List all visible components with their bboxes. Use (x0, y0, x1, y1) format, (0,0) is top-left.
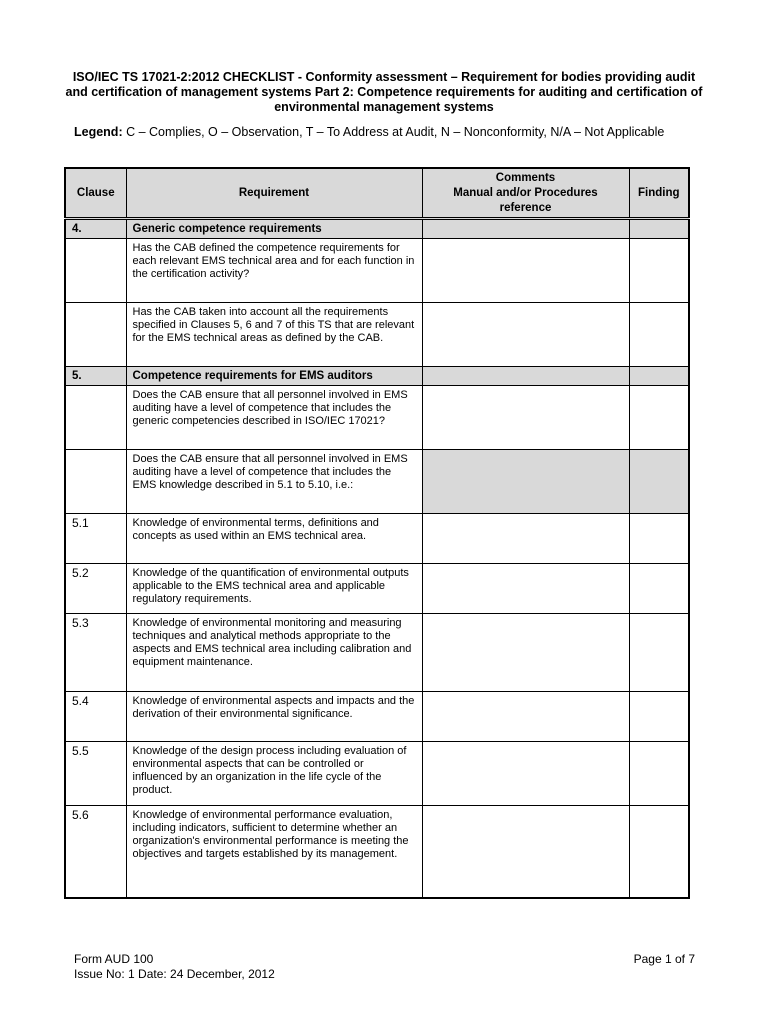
requirement-cell: Knowledge of the quantification of environmental outputs applicable to the EMS technical area and applicable regulatory requirements. (126, 564, 422, 614)
column-header-finding: Finding (629, 168, 689, 219)
requirement-cell: Knowledge of environmental terms, definitions and concepts as used within an EMS technical area. (126, 514, 422, 564)
table-row (65, 742, 689, 806)
table-row (65, 386, 689, 450)
comments-cell[interactable] (422, 514, 629, 564)
clause-cell: 5.3 (65, 614, 126, 692)
finding-cell[interactable] (629, 303, 689, 367)
finding-cell[interactable] (629, 742, 689, 806)
requirement-cell: Has the CAB taken into account all the requirements specified in Clauses 5, 6 and 7 of this TS that are relevant for the EMS technical areas as defined by the CAB. (126, 303, 422, 367)
document-title: ISO/IEC TS 17021-2:2012 CHECKLIST - Conformity assessment – Requirement for bodies providing audit and certification of management systems Part 2: Competence requirements for auditing and certification of environmental management systems (65, 70, 703, 114)
clause-cell (65, 239, 126, 303)
checklist-table (64, 167, 690, 899)
finding-cell[interactable] (629, 219, 689, 239)
comments-cell[interactable] (422, 367, 629, 386)
footer-issue: Issue No: 1 Date: 24 December, 2012 (74, 967, 275, 981)
comments-cell[interactable] (422, 239, 629, 303)
comments-cell[interactable] (422, 614, 629, 692)
clause-cell: 5.2 (65, 564, 126, 614)
clause-cell: 4. (65, 219, 126, 239)
clause-cell (65, 386, 126, 450)
comments-cell[interactable] (422, 806, 629, 898)
footer-form: Form AUD 100 (74, 952, 154, 966)
clause-cell: 5.4 (65, 692, 126, 742)
requirement-cell: Knowledge of environmental performance evaluation, including indicators, sufficient to determine whether an organization's environmental performance is meeting the objectives and targets established by its management. (126, 806, 422, 898)
footer-page-number: Page 1 of 7 (633, 952, 695, 966)
comments-cell[interactable] (422, 692, 629, 742)
finding-cell[interactable] (629, 514, 689, 564)
table-row (65, 239, 689, 303)
requirement-cell: Does the CAB ensure that all personnel involved in EMS auditing have a level of competence that includes the EMS knowledge described in 5.1 to 5.10, i.e.: (126, 450, 422, 514)
column-header-requirement: Requirement (126, 168, 422, 219)
requirement-cell: Competence requirements for EMS auditors (126, 367, 422, 386)
table-row (65, 514, 689, 564)
requirement-cell: Knowledge of the design process including evaluation of environmental aspects that can be controlled or influenced by an organization in the life cycle of the product. (126, 742, 422, 806)
clause-cell: 5.6 (65, 806, 126, 898)
finding-cell[interactable] (629, 614, 689, 692)
requirement-cell: Knowledge of environmental aspects and impacts and the derivation of their environmental significance. (126, 692, 422, 742)
comments-cell[interactable] (422, 386, 629, 450)
legend-text: C – Complies, O – Observation, T – To Address at Audit, N – Nonconformity, N/A – Not Applicable (122, 125, 665, 139)
finding-cell[interactable] (629, 450, 689, 514)
clause-cell (65, 303, 126, 367)
comments-cell[interactable] (422, 303, 629, 367)
table-row (65, 614, 689, 692)
comments-cell[interactable] (422, 564, 629, 614)
table-header-row (65, 168, 689, 219)
finding-cell[interactable] (629, 564, 689, 614)
finding-cell[interactable] (629, 386, 689, 450)
requirement-cell: Has the CAB defined the competence requirements for each relevant EMS technical area and for each function in the certification activity? (126, 239, 422, 303)
comments-cell[interactable] (422, 450, 629, 514)
clause-cell: 5.5 (65, 742, 126, 806)
finding-cell[interactable] (629, 367, 689, 386)
column-header-comments-line1: Comments (495, 171, 556, 184)
column-header-clause: Clause (65, 168, 126, 219)
requirement-cell: Knowledge of environmental monitoring and measuring techniques and analytical methods appropriate to the aspects and EMS technical area including calibration and equipment maintenance. (126, 614, 422, 692)
section-row (65, 219, 689, 239)
table-row (65, 806, 689, 898)
finding-cell[interactable] (629, 692, 689, 742)
requirement-cell: Generic competence requirements (126, 219, 422, 239)
requirement-cell: Does the CAB ensure that all personnel involved in EMS auditing have a level of competence that includes the generic competencies described in ISO/IEC 17021? (126, 386, 422, 450)
finding-cell[interactable] (629, 806, 689, 898)
legend (74, 125, 714, 140)
column-header-comments (422, 168, 629, 219)
comments-cell[interactable] (422, 742, 629, 806)
comments-cell[interactable] (422, 219, 629, 239)
column-header-comments-line2: Manual and/or Procedures reference (453, 186, 598, 214)
table-row (65, 303, 689, 367)
table-row (65, 692, 689, 742)
clause-cell: 5. (65, 367, 126, 386)
table-row (65, 564, 689, 614)
legend-label: Legend: (74, 125, 123, 139)
clause-cell: 5.1 (65, 514, 126, 564)
clause-cell (65, 450, 126, 514)
section-row (65, 367, 689, 386)
footer-form-info (74, 952, 275, 982)
table-row (65, 450, 689, 514)
finding-cell[interactable] (629, 239, 689, 303)
